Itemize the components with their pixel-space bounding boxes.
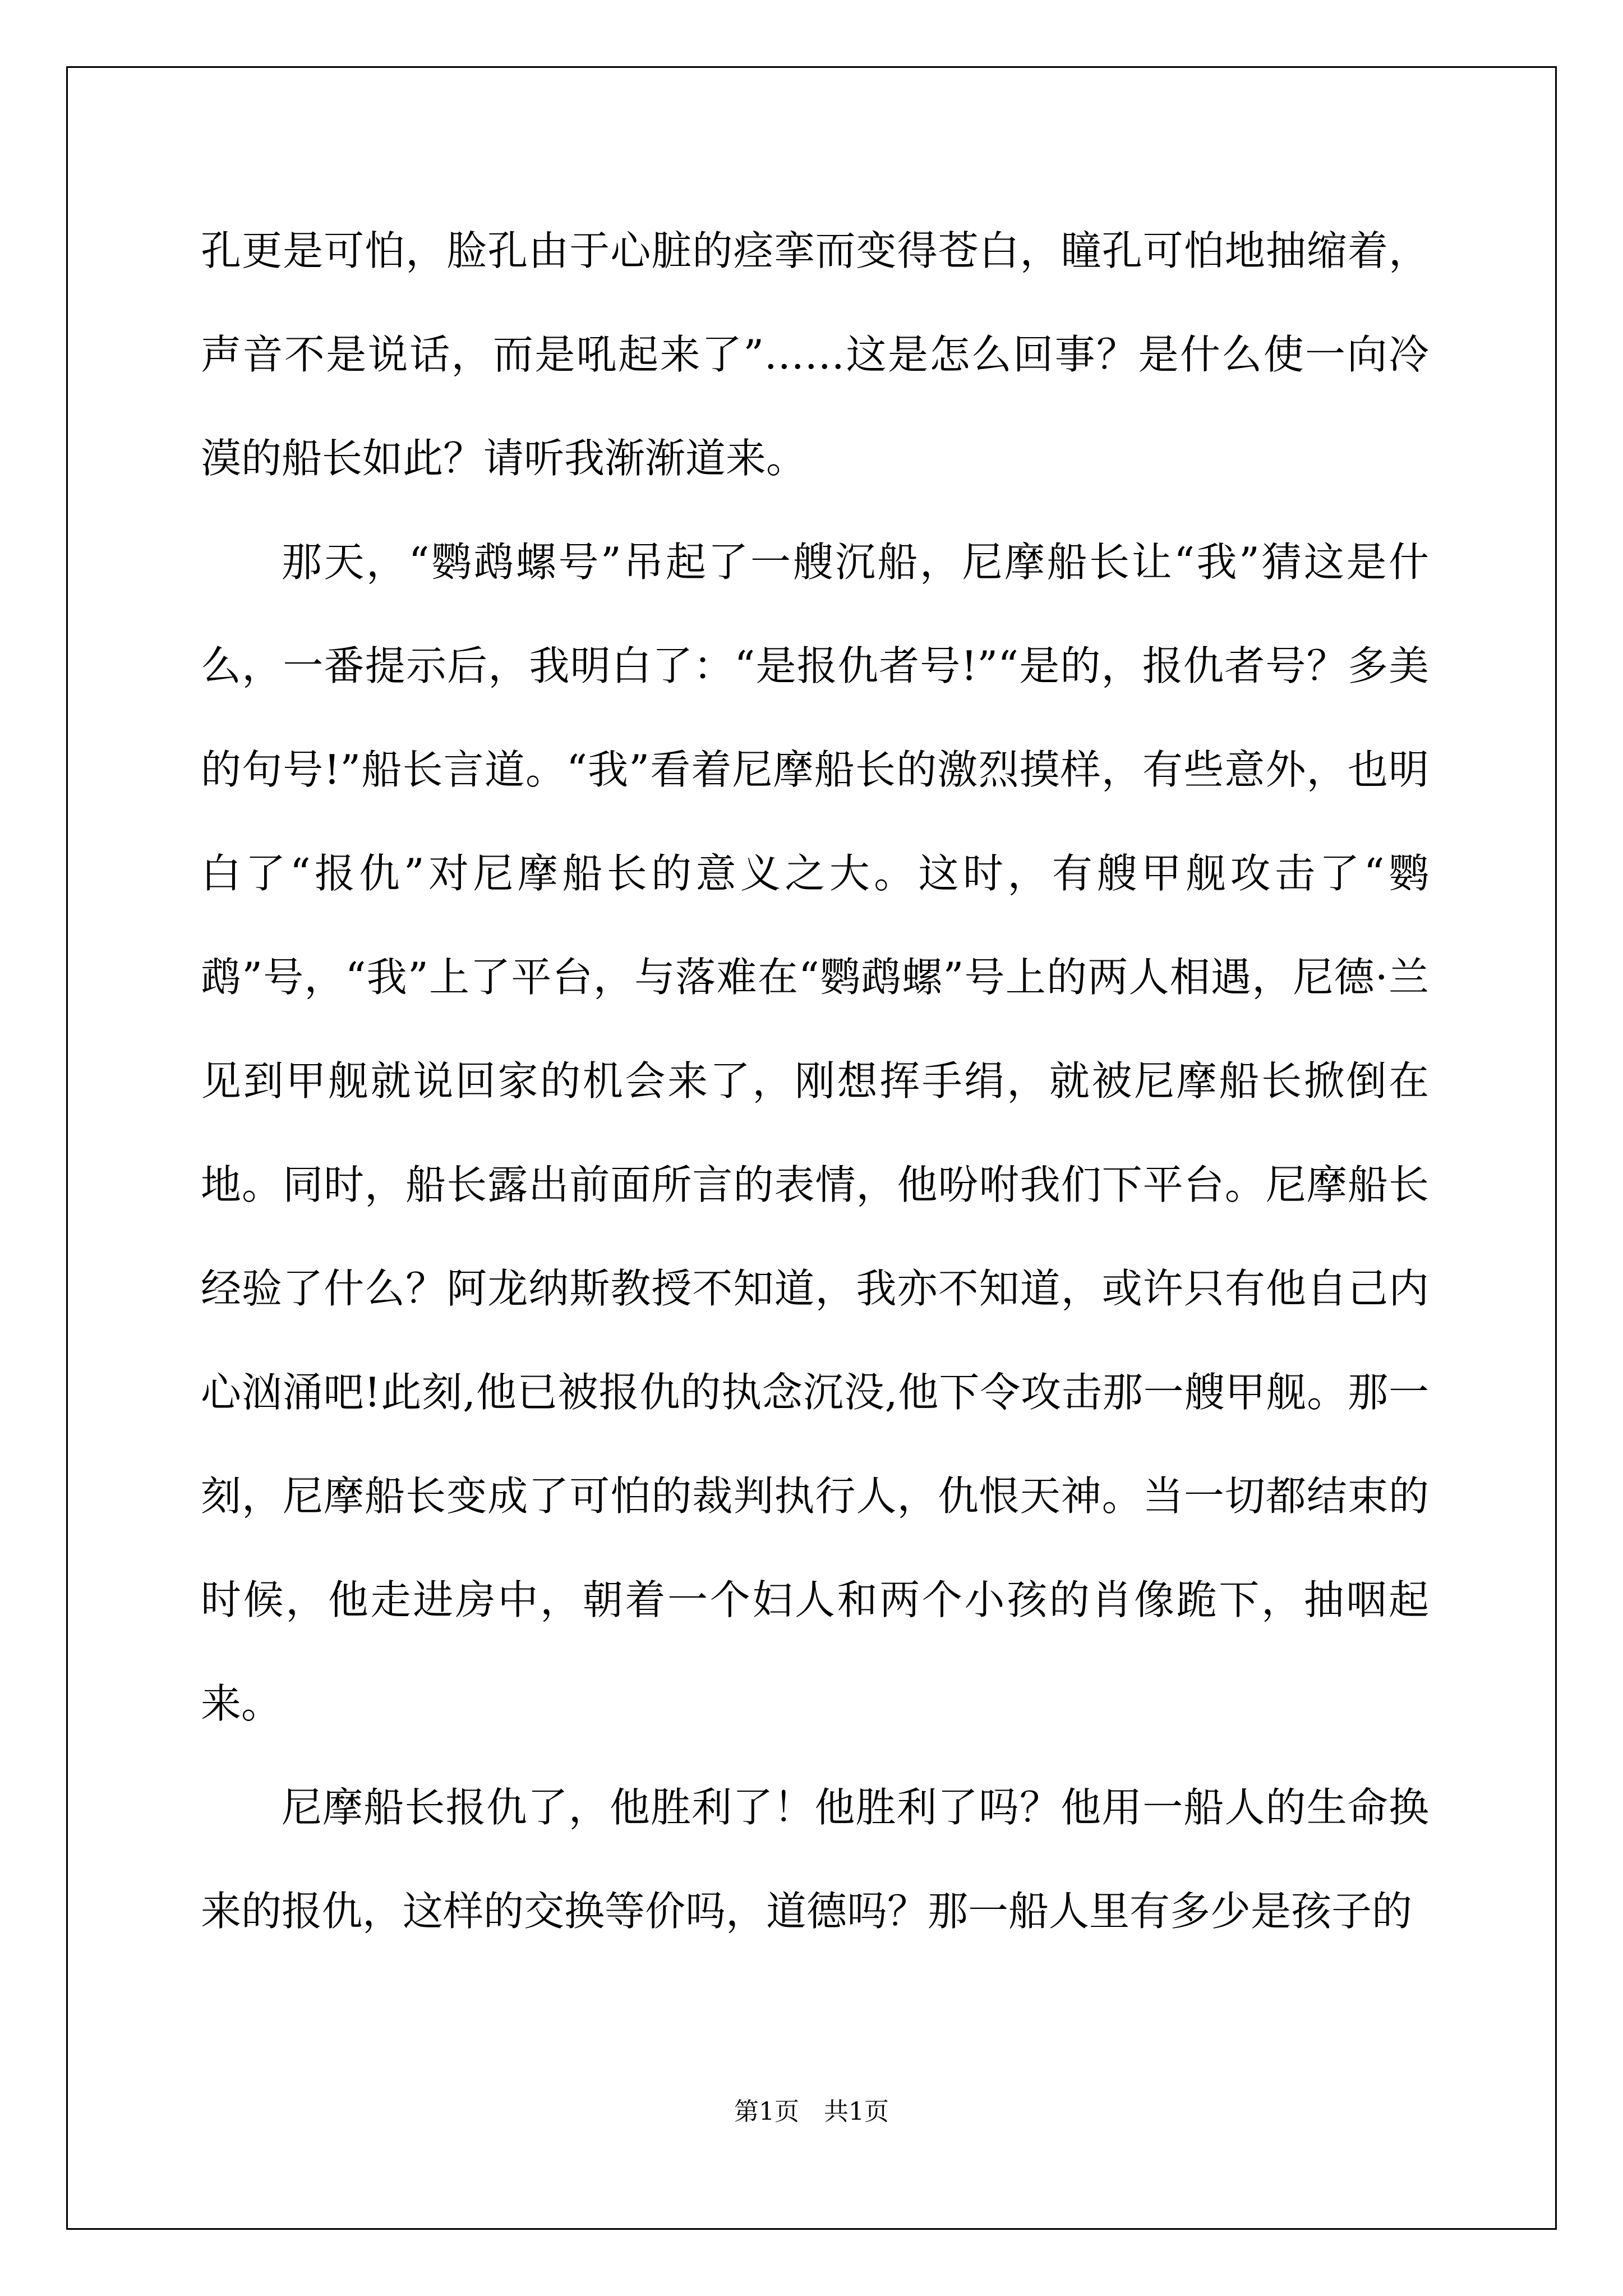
page-footer: 第1页 共1页 (734, 2097, 889, 2126)
paragraph-continuation: 孔更是可怕，脸孔由于心脏的痉挛而变得苍白，瞳孔可怕地抽缩着，声音不是说话，而是吼起来了”……这是怎么回事？是什么使一向冷漠的船长如此？请听我渐渐道来。 (201, 227, 1429, 482)
paragraph-reflection: 尼摩船长报仇了，他胜利了！他胜利了吗？他用一船人的生命换来的报仇，这样的交换等价吗，道德吗？那一船人里有多少是孩子的 (201, 1784, 1429, 1935)
paragraph-revenger: 那天，“鹦鹉螺号”吊起了一艘沉船，尼摩船长让“我”猜这是什么，一番提示后，我明白了：“是报仇者号!”“是的，报仇者号？多美的句号!”船长言道。“我”看着尼摩船长的激烈摸样，有些意外，也明白了“报仇”对尼摩船长的意义之大。这时，有艘甲舰攻击了“鹦鹉”号，“我”上了平台，与落难在“鹦鹉螺”号上的两人相遇，尼德·兰见到甲舰就说回家的机会来了，刚想挥手绢，就被尼摩船长掀倒在地。同时，船长露出前面所言的表情，他吩咐我们下平台。尼摩船长经验了什么？阿龙纳斯教授不知道，我亦不知道，或许只有他自己内心汹涌吧!此刻,他已被报仇的执念沉没,他下令攻击那一艘甲舰。那一刻，尼摩船长变成了可怕的裁判执行人，仇恨天神。当一切都结束的时候，他走进房中，朝着一个妇人和两个小孩的肖像跪下，抽咽起来。 (201, 539, 1429, 1727)
document-body (201, 199, 1429, 1963)
